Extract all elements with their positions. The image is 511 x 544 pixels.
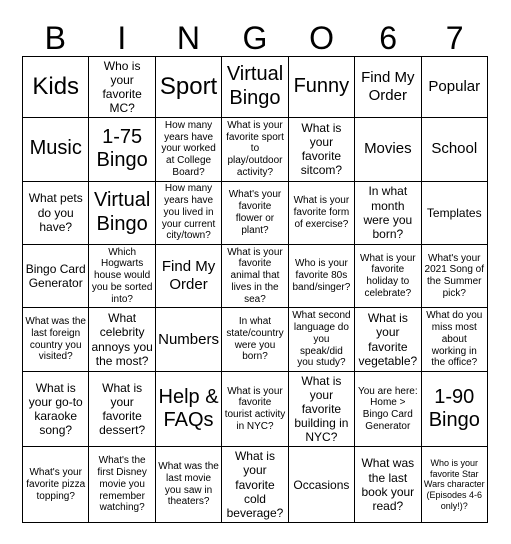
bingo-cell: Templates	[421, 181, 487, 244]
bingo-cell: Music	[23, 118, 89, 181]
bingo-cell: What is your favorite dessert?	[89, 371, 155, 447]
bingo-row	[23, 447, 488, 523]
bingo-cell: What is your favorite holiday to celebrate?	[355, 244, 421, 307]
bingo-cell: Popular	[421, 57, 487, 118]
bingo-cell: Kids	[23, 57, 89, 118]
bingo-cell: Help & FAQs	[155, 371, 221, 447]
header-letter: O	[309, 20, 334, 56]
bingo-row	[23, 181, 488, 244]
header-letter: B	[44, 20, 66, 56]
bingo-cell: What is your go-to karaoke song?	[23, 371, 89, 447]
bingo-cell: What is your favorite cold beverage?	[222, 447, 288, 523]
bingo-cell: Bingo Card Generator	[23, 244, 89, 307]
bingo-cell: Who is your favorite MC?	[89, 57, 155, 118]
bingo-cell: Funny	[288, 57, 354, 118]
header-letter: G	[242, 20, 268, 56]
bingo-cell: Which Hogwarts house would you be sorted into?	[89, 244, 155, 307]
bingo-cell: What was the last foreign country you visited?	[23, 308, 89, 371]
bingo-cell: What celebrity annoys you the most?	[89, 308, 155, 371]
bingo-cell: School	[421, 118, 487, 181]
bingo-cell: In what state/country were you born?	[222, 308, 288, 371]
bingo-card	[22, 56, 488, 523]
bingo-cell: What is your favorite tourist activity in NYC?	[222, 371, 288, 447]
bingo-cell: What is your favorite sport to play/outdoor activity?	[222, 118, 288, 181]
bingo-cell: What's your 2021 Song of the Summer pick?	[421, 244, 487, 307]
header-letter: N	[176, 20, 200, 56]
bingo-cell: 1-90 Bingo	[421, 371, 487, 447]
bingo-row	[23, 371, 488, 447]
bingo-cell: What pets do you have?	[23, 181, 89, 244]
bingo-cell: What was the last book your read?	[355, 447, 421, 523]
bingo-cell: Movies	[355, 118, 421, 181]
bingo-cell: 1-75 Bingo	[89, 118, 155, 181]
bingo-cell: What is your favorite building in NYC?	[288, 371, 354, 447]
bingo-cell: What second language do you speak/did you study?	[288, 308, 354, 371]
bingo-cell: How many years have your worked at College Board?	[155, 118, 221, 181]
bingo-cell: In what month were you born?	[355, 181, 421, 244]
bingo-cell: What's the first Disney movie you remember watching?	[89, 447, 155, 523]
header-letter: 6	[379, 20, 398, 56]
bingo-cell: What was the last movie you saw in theaters?	[155, 447, 221, 523]
bingo-cell: What do you miss most about working in the office?	[421, 308, 487, 371]
bingo-cell: What is your favorite animal that lives in the sea?	[222, 244, 288, 307]
bingo-row	[23, 118, 488, 181]
bingo-cell: What's your favorite flower or plant?	[222, 181, 288, 244]
bingo-cell: Who is your favorite Star Wars character (Episodes 4-6 only!)?	[421, 447, 487, 523]
bingo-cell: What is your favorite vegetable?	[355, 308, 421, 371]
header-letter: I	[117, 20, 127, 56]
bingo-cell: Find My Order	[355, 57, 421, 118]
bingo-cell: Virtual Bingo	[89, 181, 155, 244]
bingo-row	[23, 244, 488, 307]
bingo-cell: How many years have you lived in your current city/town?	[155, 181, 221, 244]
bingo-cell: Sport	[155, 57, 221, 118]
header-letter: 7	[445, 20, 464, 56]
bingo-cell: Numbers	[155, 308, 221, 371]
bingo-cell: What is your favorite sitcom?	[288, 118, 354, 181]
bingo-cell: Find My Order	[155, 244, 221, 307]
bingo-header	[22, 20, 488, 56]
bingo-cell: What is your favorite form of exercise?	[288, 181, 354, 244]
bingo-cell: Occasions	[288, 447, 354, 523]
bingo-cell: You are here: Home > Bingo Card Generator	[355, 371, 421, 447]
bingo-cell: What's your favorite pizza topping?	[23, 447, 89, 523]
bingo-row	[23, 308, 488, 371]
bingo-row	[23, 57, 488, 118]
bingo-cell: Who is your favorite 80s band/singer?	[288, 244, 354, 307]
bingo-cell: Virtual Bingo	[222, 57, 288, 118]
